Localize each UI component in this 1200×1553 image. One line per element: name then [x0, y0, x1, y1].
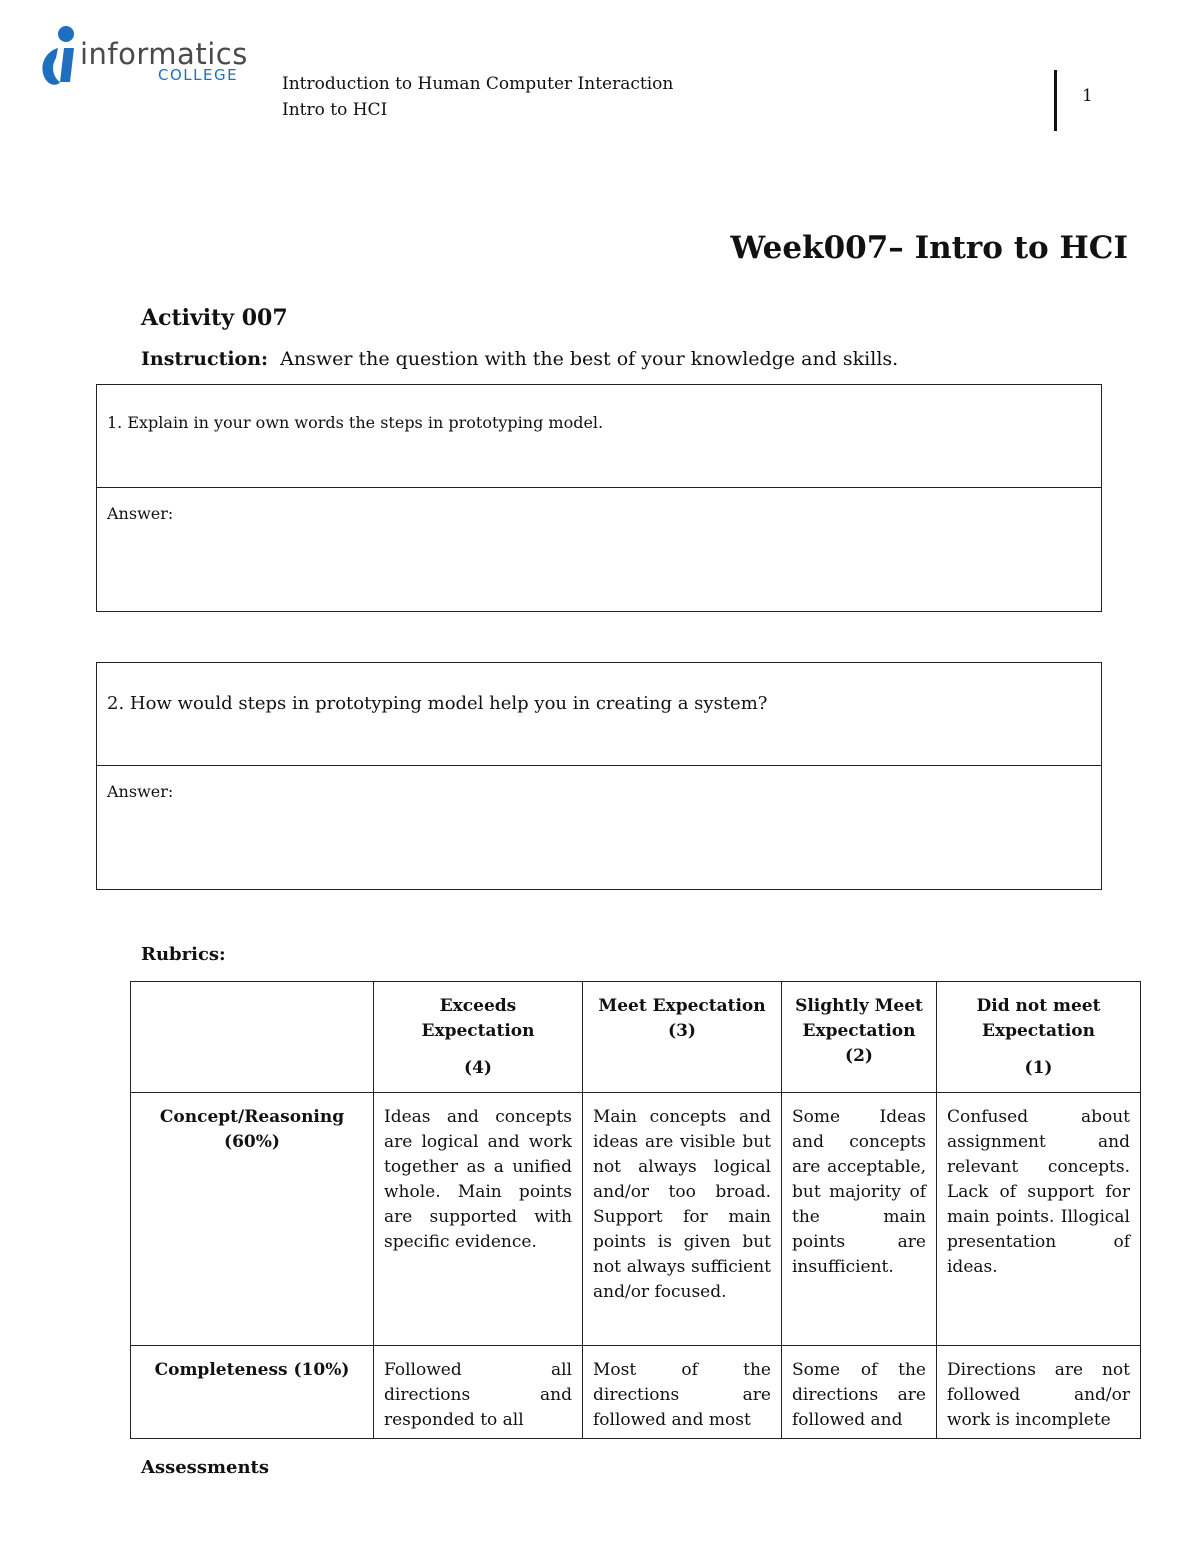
- question-box-1: [96, 384, 1102, 612]
- rubric-header-1: Did not meet Expectation (1): [937, 982, 1141, 1093]
- page-title: Week007– Intro to HCI: [730, 230, 1128, 266]
- rubric-cell: Ideas and concepts are logical and work together as a unified whole. Main points are supported with specific evidence.: [374, 1093, 583, 1346]
- rubric-criterion: Concept/Reasoning (60%): [131, 1093, 374, 1346]
- answer-1-field[interactable]: Answer:: [107, 504, 174, 523]
- activity-heading: Activity 007: [141, 305, 288, 331]
- rubric-criterion: Completeness (10%): [131, 1346, 374, 1439]
- question-box-2: [96, 662, 1102, 890]
- rubric-cell: Some Ideas and concepts are acceptable, but majority of the main points are insufficient.: [782, 1093, 937, 1346]
- rubric-header-row: [131, 982, 1141, 1093]
- question-1-text: 1. Explain in your own words the steps in prototyping model.: [97, 385, 1101, 488]
- instruction: [141, 348, 898, 370]
- rubrics-heading: Rubrics:: [141, 944, 226, 965]
- assessments-heading: Assessments: [141, 1457, 269, 1478]
- rubric-cell: Directions are not followed and/or work is incomplete: [937, 1346, 1141, 1439]
- rubric-cell: Most of the directions are followed and most: [583, 1346, 782, 1439]
- course-title: Introduction to Human Computer Interaction: [282, 74, 674, 94]
- page-number: 1: [1082, 86, 1093, 106]
- logo-wordmark: informatics: [80, 37, 248, 71]
- rubric-header-3: Meet Expectation (3): [583, 982, 782, 1093]
- rubric-header-2: Slightly Meet Expectation (2): [782, 982, 937, 1093]
- header-divider: [1054, 70, 1057, 131]
- answer-2-field[interactable]: Answer:: [107, 782, 174, 801]
- course-short-title: Intro to HCI: [282, 100, 388, 120]
- rubric-cell: Followed all directions and responded to all: [374, 1346, 583, 1439]
- rubric-row-completeness: [131, 1346, 1141, 1439]
- logo-subtitle: COLLEGE: [158, 66, 239, 84]
- rubric-cell: Confused about assignment and relevant concepts. Lack of support for main points. Illogical presentation of ideas.: [937, 1093, 1141, 1346]
- college-logo: [36, 24, 276, 94]
- rubric-corner-cell: [131, 982, 374, 1093]
- rubric-header-4: Exceeds Expectation (4): [374, 982, 583, 1093]
- rubric-cell: Some of the directions are followed and: [782, 1346, 937, 1439]
- rubric-row-concept: [131, 1093, 1141, 1346]
- rubric-cell: Main concepts and ideas are visible but not always logical and/or too broad. Support for main points is given but not always sufficient and/or focused.: [583, 1093, 782, 1346]
- instruction-text: Answer the question with the best of your knowledge and skills.: [280, 348, 899, 370]
- rubric-table: [130, 981, 1141, 1439]
- instruction-label: Instruction:: [141, 348, 269, 370]
- question-2-text: 2. How would steps in prototyping model help you in creating a system?: [97, 663, 1101, 766]
